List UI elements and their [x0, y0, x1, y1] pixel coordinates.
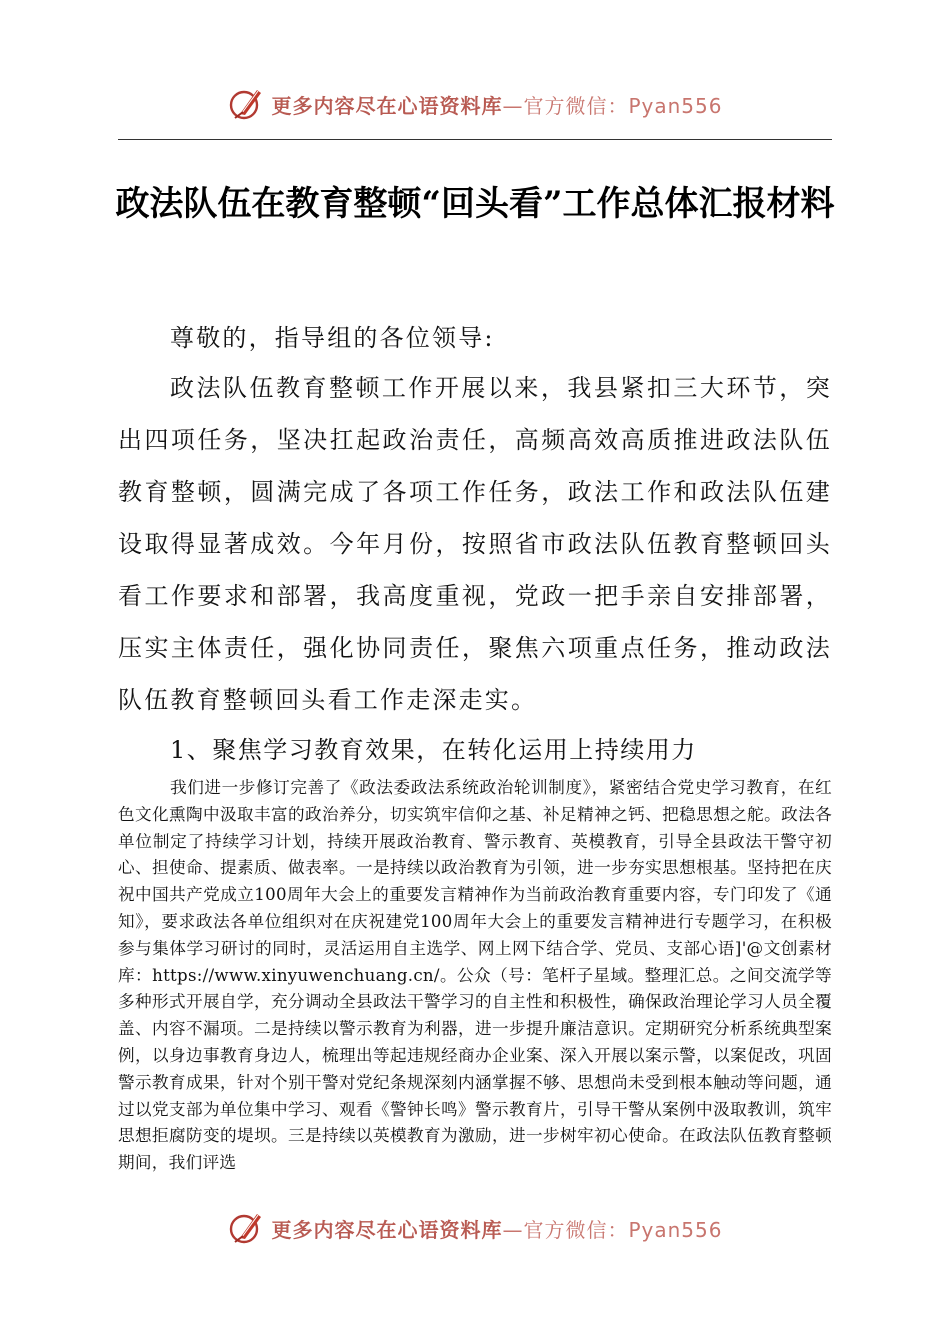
greeting: 尊敬的，指导组的各位领导:	[170, 324, 495, 352]
quill-logo-icon	[227, 1208, 267, 1248]
footer-banner-text: 更多内容尽在心语资料库—官方微信：Pyan556	[271, 1217, 723, 1242]
header-banner	[0, 82, 950, 126]
section-1-body: 我们进一步修订完善了《政法委政法系统政治轮训制度》，紧密结合党史学习教育，在红色文化熏陶中汲取丰富的政治养分，切实筑牢信仰之基、补足精神之钙、把稳思想之舵。政法各单位制定了持续学习计划，持续开展政治教育、警示教育、英模教育，引导全县政法干警守初心、担使命、提素质、做表率。一是持续以政治教育为引领，进一步夯实思想根基。坚持把在庆祝中国共产党成立100周年大会上的重要发言精神作为当前政治教育重要内容，专门印发了《通知》，要求政法各单位组织对在庆祝建党100周年大会上的重要发言精神进行专题学习，在积极参与集体学习研讨的同时，灵活运用自主选学、网上网下结合学、党员、支部心语]'@文创素材库：https://www.xinyuwenchuang.cn/。公众（号：笔杆子星域。整理汇总。之间交流学等多种形式开展自学，充分调动全县政法干警学习的自主性和积极性，确保政治理论学习人员全覆盖、内容不漏项。二是持续以警示教育为利器，进一步提升廉洁意识。定期研究分析系统典型案例，以身边事教育身边人，梳理出等起违规经商办企业案、深入开展以案示警，以案促改，巩固警示教育成果，针对个别干警对党纪条规深刻内涵掌握不够、思想尚未受到根本触动等问题，通过以党支部为单位集中学习、观看《警钟长鸣》警示教育片，引导干警从案例中汲取教训，筑牢思想拒腐防变的堤坝。三是持续以英模教育为激励，进一步树牢初心使命。在政法队伍教育整顿期间，我们评选	[118, 778, 832, 1173]
section-heading-1: 1、聚焦学习教育效果，在转化运用上持续用力	[170, 736, 697, 764]
header-divider	[118, 139, 832, 140]
footer-banner	[0, 1206, 950, 1250]
intro-paragraph: 政法队伍教育整顿工作开展以来，我县紧扣三大环节，突出四项任务，坚决扛起政治责任，高频高效高质推进政法队伍教育整顿，圆满完成了各项工作任务，政法工作和政法队伍建设取得显著成效。今年月份，按照省市政法队伍教育整顿回头看工作要求和部署，我高度重视，党政一把手亲自安排部署，压实主体责任，强化协同责任，聚焦六项重点任务，推动政法队伍教育整顿回头看工作走深走实。	[118, 374, 832, 714]
quill-logo-icon	[227, 84, 267, 124]
header-banner-text: 更多内容尽在心语资料库—官方微信：Pyan556	[271, 93, 723, 118]
document-title: 政法队伍在教育整顿“回头看”工作总体汇报材料	[115, 184, 835, 224]
